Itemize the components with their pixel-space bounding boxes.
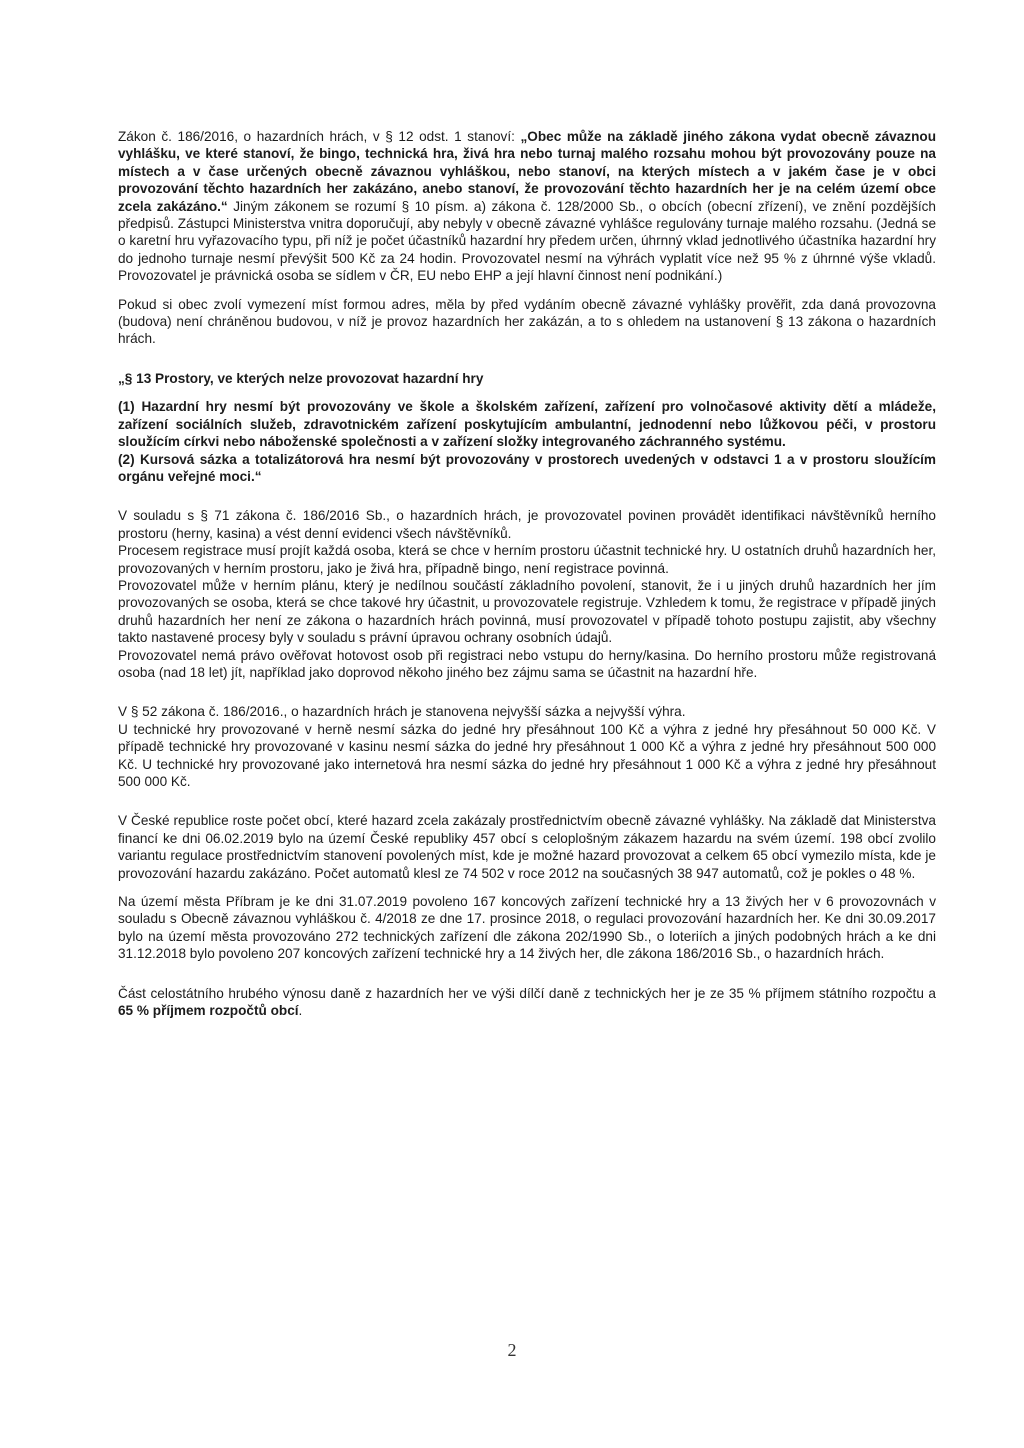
paragraph-registrace-2: Procesem registrace musí projít každá osoba, která se chce v herním prostoru účastnit technické hry. U ostatních druhů hazardních her, provozovaných v herním prostoru, jako je živá hra, případně bingo, není registrace povinná. xyxy=(118,543,936,576)
paragraph-text: Zákon č. 186/2016, o hazardních hrách, v § 12 odst. 1 stanoví: xyxy=(118,129,521,144)
paragraph-registrace-3: Provozovatel může v herním plánu, který je nedílnou součástí základního povolení, stanovit, že i u jiných druhů hazardních her jím provozovaných se osoba, která se chce takové hry účastnit, u provozovatele registruje. Vzhledem k tomu, že registrace v případě jiných druhů hazardních her není ze zákona o hazardních hrách povinná, musí provozovatel v případě tohoto postupu zajistit, aby všechny takto nastavené procesy byly v souladu s právní úpravou ochrany osobních údajů. xyxy=(118,577,936,646)
paragraph-vymezeni-mist: Pokud si obec zvolí vymezení míst formou adres, měla by před vydáním obecně závazné vyhlášky prověřit, zda daná provozovna (budova) není chráněnou budovou, v níž je provoz hazardních her zakázán, a to s ohledem na ustanovení § 13 zákona o hazardních hrách. xyxy=(118,296,936,347)
paragraph-registrace-4: Provozovatel nemá právo ověřovat hotovost osob při registraci nebo vstupu do herny/kasina. Do herního prostoru může registrovaná osoba (nad 18 let) jít, například jako doprovod někoho jiného bez zájmu sama se účastnit na hazardní hře. xyxy=(118,647,936,680)
section-paragraph-1: (1) Hazardní hry nesmí být provozovány ve škole a školském zařízení, zařízení pro volnočasové aktivity dětí a mládeže, zařízení sociálních služeb, zdravotnickém zařízení poskytujícím ambulantní, jednodenní nebo lůžkovou péči, v prostoru sloužícím církvi nebo náboženské společnosti a v zařízení složky integrovaného záchranného systému. xyxy=(118,399,936,450)
section-paragraph-2: (2) Kursová sázka a totalizátorová hra nesmí být provozovány v prostorech uvedených v odstavci 1 a v prostoru sloužícím orgánu veřejné moci.“ xyxy=(118,451,936,484)
paragraph-sazka-2: U technické hry provozované v herně nesmí sázka do jedné hry přesáhnout 100 Kč a výhra z jedné hry přesáhnout 50 000 Kč. V případě technické hry provozované v kasinu nesmí sázka do jedné hry přesáhnout 1 000 Kč a výhra z jedné hry přesáhnout 500 000 Kč. U technické hry provozované jako internetová hra nesmí sázka do jedné hry přesáhnout 1 000 Kč a výhra z jedné hry přesáhnout 500 000 Kč. xyxy=(118,721,936,789)
paragraph-text: Část celostátního hrubého výnosu daně z hazardních her ve výši dílčí daně z technických her je ze 35 % příjmem státního rozpočtu a xyxy=(118,985,936,1001)
paragraph-statistika-cr: V České republice roste počet obcí, které hazard zcela zakázaly prostřednictvím obecně závazné vyhlášky. Na základě dat Ministerstva financí ke dni 06.02.2019 bylo na území České republiky 457 obcí s celoplošným zákazem hazardu na svém území. 198 obcí zvolilo variantu regulace prostřednictvím stanovení povolených míst, kde je možné hazard provozovat a celkem 65 obcí vymezilo místa, kde je provozování hazardu zakázáno. Počet automatů klesl ze 74 502 v roce 2012 na současných 38 947 automatů, což je pokles o 48 %. xyxy=(118,813,936,881)
paragraph-pribram: Na území města Příbram je ke dni 31.07.2019 povoleno 167 koncových zařízení technické hry a 13 živých her v 6 provozovnách v souladu s Obecně závaznou vyhláškou č. 4/2018 ze dne 17. prosince 2018, o regulaci provozování hazardních her. Ke dni 30.09.2017 bylo na území města provozováno 272 technických zařízení dle zákona 202/1990 Sb., o loteriích a jiných podobných hrách a ke dni 31.12.2018 bylo povoleno 207 koncových zařízení technické hry a 14 živých her, dle zákona 186/2016 Sb., o hazardních hrách. xyxy=(118,894,936,962)
paragraph-sazka-1: V § 52 zákona č. 186/2016., o hazardních hrách je stanovena nejvyšší sázka a nejvyšší výhra. xyxy=(118,704,686,720)
quoted-law-text: „Obec může na základě jiného zákona vydat obecně závaznou vyhlášku, ve které stanoví, že bingo, technická hra, živá hra nebo turnaj malého rozsahu mohou být provozovány pouze na místech a v čase určených obecně závaznou vyhláškou, nebo stanoví, na kterých místech a v jakém čase je v obci provozování těchto hazardních her zakázáno, anebo stanoví, že provozování těchto hazardních her je na celém území obce zcela zakázáno.“ xyxy=(118,129,936,214)
page-number: 2 xyxy=(507,1340,517,1360)
section-title: „§ 13 Prostory, ve kterých nelze provozovat hazardní hry xyxy=(118,370,484,386)
paragraph-zakon-12 xyxy=(118,128,936,285)
paragraph-vynos-dane xyxy=(118,985,936,1020)
paragraph-registrace-1: V souladu s § 71 zákona č. 186/2016 Sb., o hazardních hrách, je provozovatel povinen provádět identifikaci návštěvníků herního prostoru (herny, kasina) a vést denní evidenci všech návštěvníků. xyxy=(118,508,936,541)
document-page xyxy=(118,128,936,1019)
paragraph-text: Jiným zákonem se rozumí § 10 písm. a) zákona č. 128/2000 Sb., o obcích (obecní zřízení), ve znění pozdějších předpisů. Zástupci Ministerstva vnitra doporučují, aby nebyly v obecně závazné vyhlášce regulovány turnaje malého rozsahu. (Jedná se o karetní hru vyřazovacího typu, při níž je počet účastníků hazardní hry předem určen, úhrnný vklad jednotlivého účastníka hazardní hry do jednoho turnaje nesmí převýšit 500 Kč za 24 hodin. Provozovatel nesmí na výhrách vyplatit více než 95 % z úhrnné výše vkladů. Provozovatel je právnická osoba se sídlem v ČR, EU nebo EHP a její hlavní činnost není podnikání.) xyxy=(118,198,936,284)
emphasis-text: 65 % příjmem rozpočtů obcí xyxy=(118,1003,299,1019)
paragraph-text: . xyxy=(298,1003,303,1019)
